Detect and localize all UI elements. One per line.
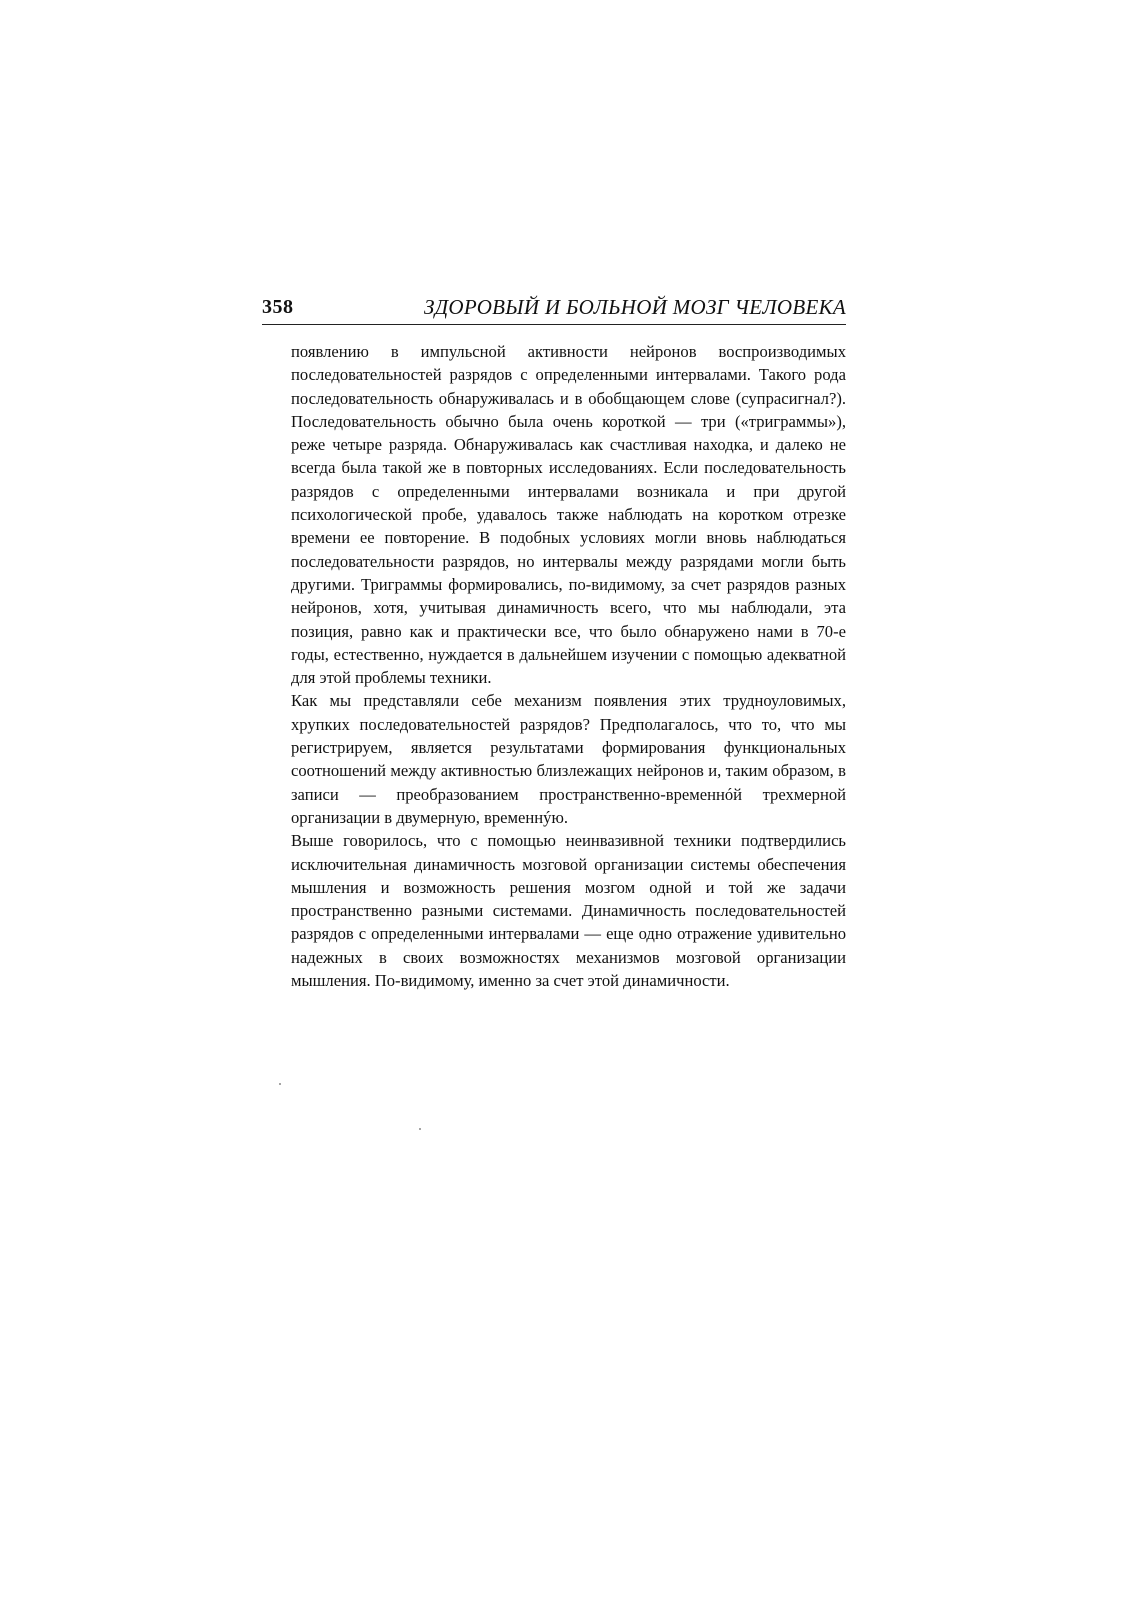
page-header bbox=[262, 294, 846, 325]
paragraph-1: появлению в импульсной активности нейронов воспроизводимых последовательностей разрядов с определенными интервалами. Такого рода последовательность обнаруживалась и в обобщающем слове (супрасигнал?). Последовательность обычно была очень короткой — три («триграммы»), реже четыре разряда. Обнаруживалась как счастливая находка, и далеко не всегда была такой же в повторных исследованиях. Если последовательность разрядов с определенными интервалами возникала и при другой психологической пробе, удавалось также наблюдать на коротком отрезке времени ее повторение. В подобных условиях могли вновь наблюдаться последовательности разрядов, но интервалы между разрядами могли быть другими. Триграммы формировались, по-видимому, за счет разрядов разных нейронов, хотя, учитывая динамичность всего, что мы наблюдали, эта позиция, равно как и практически все, что было обнаружено нами в 70-е годы, естественно, нуждается в дальнейшем изучении с помощью адекватной для этой проблемы техники. bbox=[291, 342, 846, 688]
paragraph-3: Выше говорилось, что с помощью неинвазивной техники подтвердились исключительная динамичность мозговой организации системы обеспечения мышления и возможность решения мозгом одной и той же задачи пространственно разными системами. Динамичность последовательностей разрядов с определенными интервалами — еще одно отражение удивительно надежных в своих возможностях механизмов мозговой организации мышления. По-видимому, именно за счет этой динамичности. bbox=[291, 831, 846, 991]
text-body bbox=[291, 340, 846, 992]
scan-speck bbox=[279, 1083, 281, 1085]
paragraph-2: Как мы представляли себе механизм появления этих трудноуловимых, хрупких последовательностей разрядов? Предполагалось, что то, что мы регистрируем, является результатами формирования функциональных соотношений между активностью близлежащих нейронов и, таким образом, в записи — преобразованием пространственно-временнóй трехмерной организации в двумерную, временнýю. bbox=[291, 691, 846, 827]
scan-speck bbox=[419, 1128, 421, 1130]
page-number: 358 bbox=[262, 296, 294, 318]
running-title: ЗДОРОВЫЙ И БОЛЬНОЙ МОЗГ ЧЕЛОВЕКА bbox=[424, 295, 846, 319]
